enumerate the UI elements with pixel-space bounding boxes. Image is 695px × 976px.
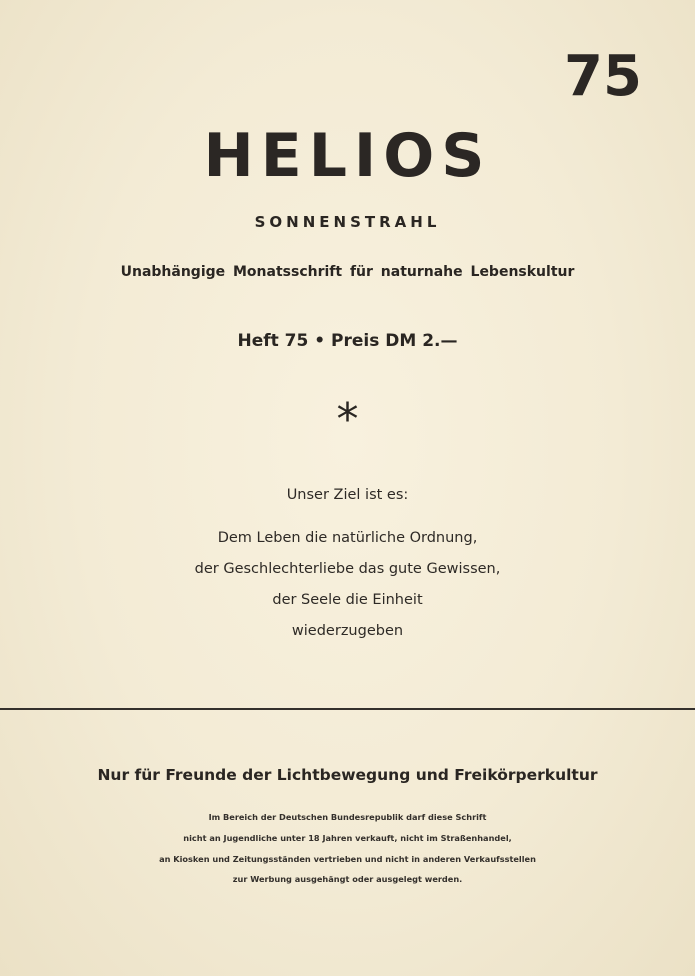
horizontal-divider xyxy=(0,708,695,710)
legal-line: nicht an Jugendliche unter 18 Jahren verkauft, nicht im Straßenhandel, xyxy=(183,833,512,843)
aim-intro: Unser Ziel ist es: xyxy=(286,487,409,503)
aim-line: Dem Leben die natürliche Ordnung, xyxy=(217,530,478,546)
legal-line: zur Werbung ausgehängt oder ausgelegt werden. xyxy=(232,874,463,884)
issue-number: 75 xyxy=(564,44,642,109)
restriction-headline: Nur für Freunde der Lichtbewegung und Freikörperkultur xyxy=(97,766,598,784)
magazine-subtitle: SONNENSTRAHL xyxy=(254,213,441,231)
magazine-tagline: Unabhängige Monatsschrift für naturnahe Lebenskultur xyxy=(120,264,575,280)
aim-line: der Seele die Einheit xyxy=(272,592,423,608)
aim-line: der Geschlechterliebe das gute Gewissen, xyxy=(194,561,501,577)
legal-line: an Kiosken und Zeitungsständen vertrieben und nicht in anderen Verkaufsstellen xyxy=(159,854,536,864)
issue-and-price: Heft 75 • Preis DM 2.— xyxy=(237,331,458,351)
magazine-title: HELIOS xyxy=(203,121,492,191)
aim-line: wiederzugeben xyxy=(291,623,404,639)
legal-line: Im Bereich der Deutschen Bundesrepublik darf diese Schrift xyxy=(208,812,487,822)
asterisk-ornament: * xyxy=(336,394,359,445)
